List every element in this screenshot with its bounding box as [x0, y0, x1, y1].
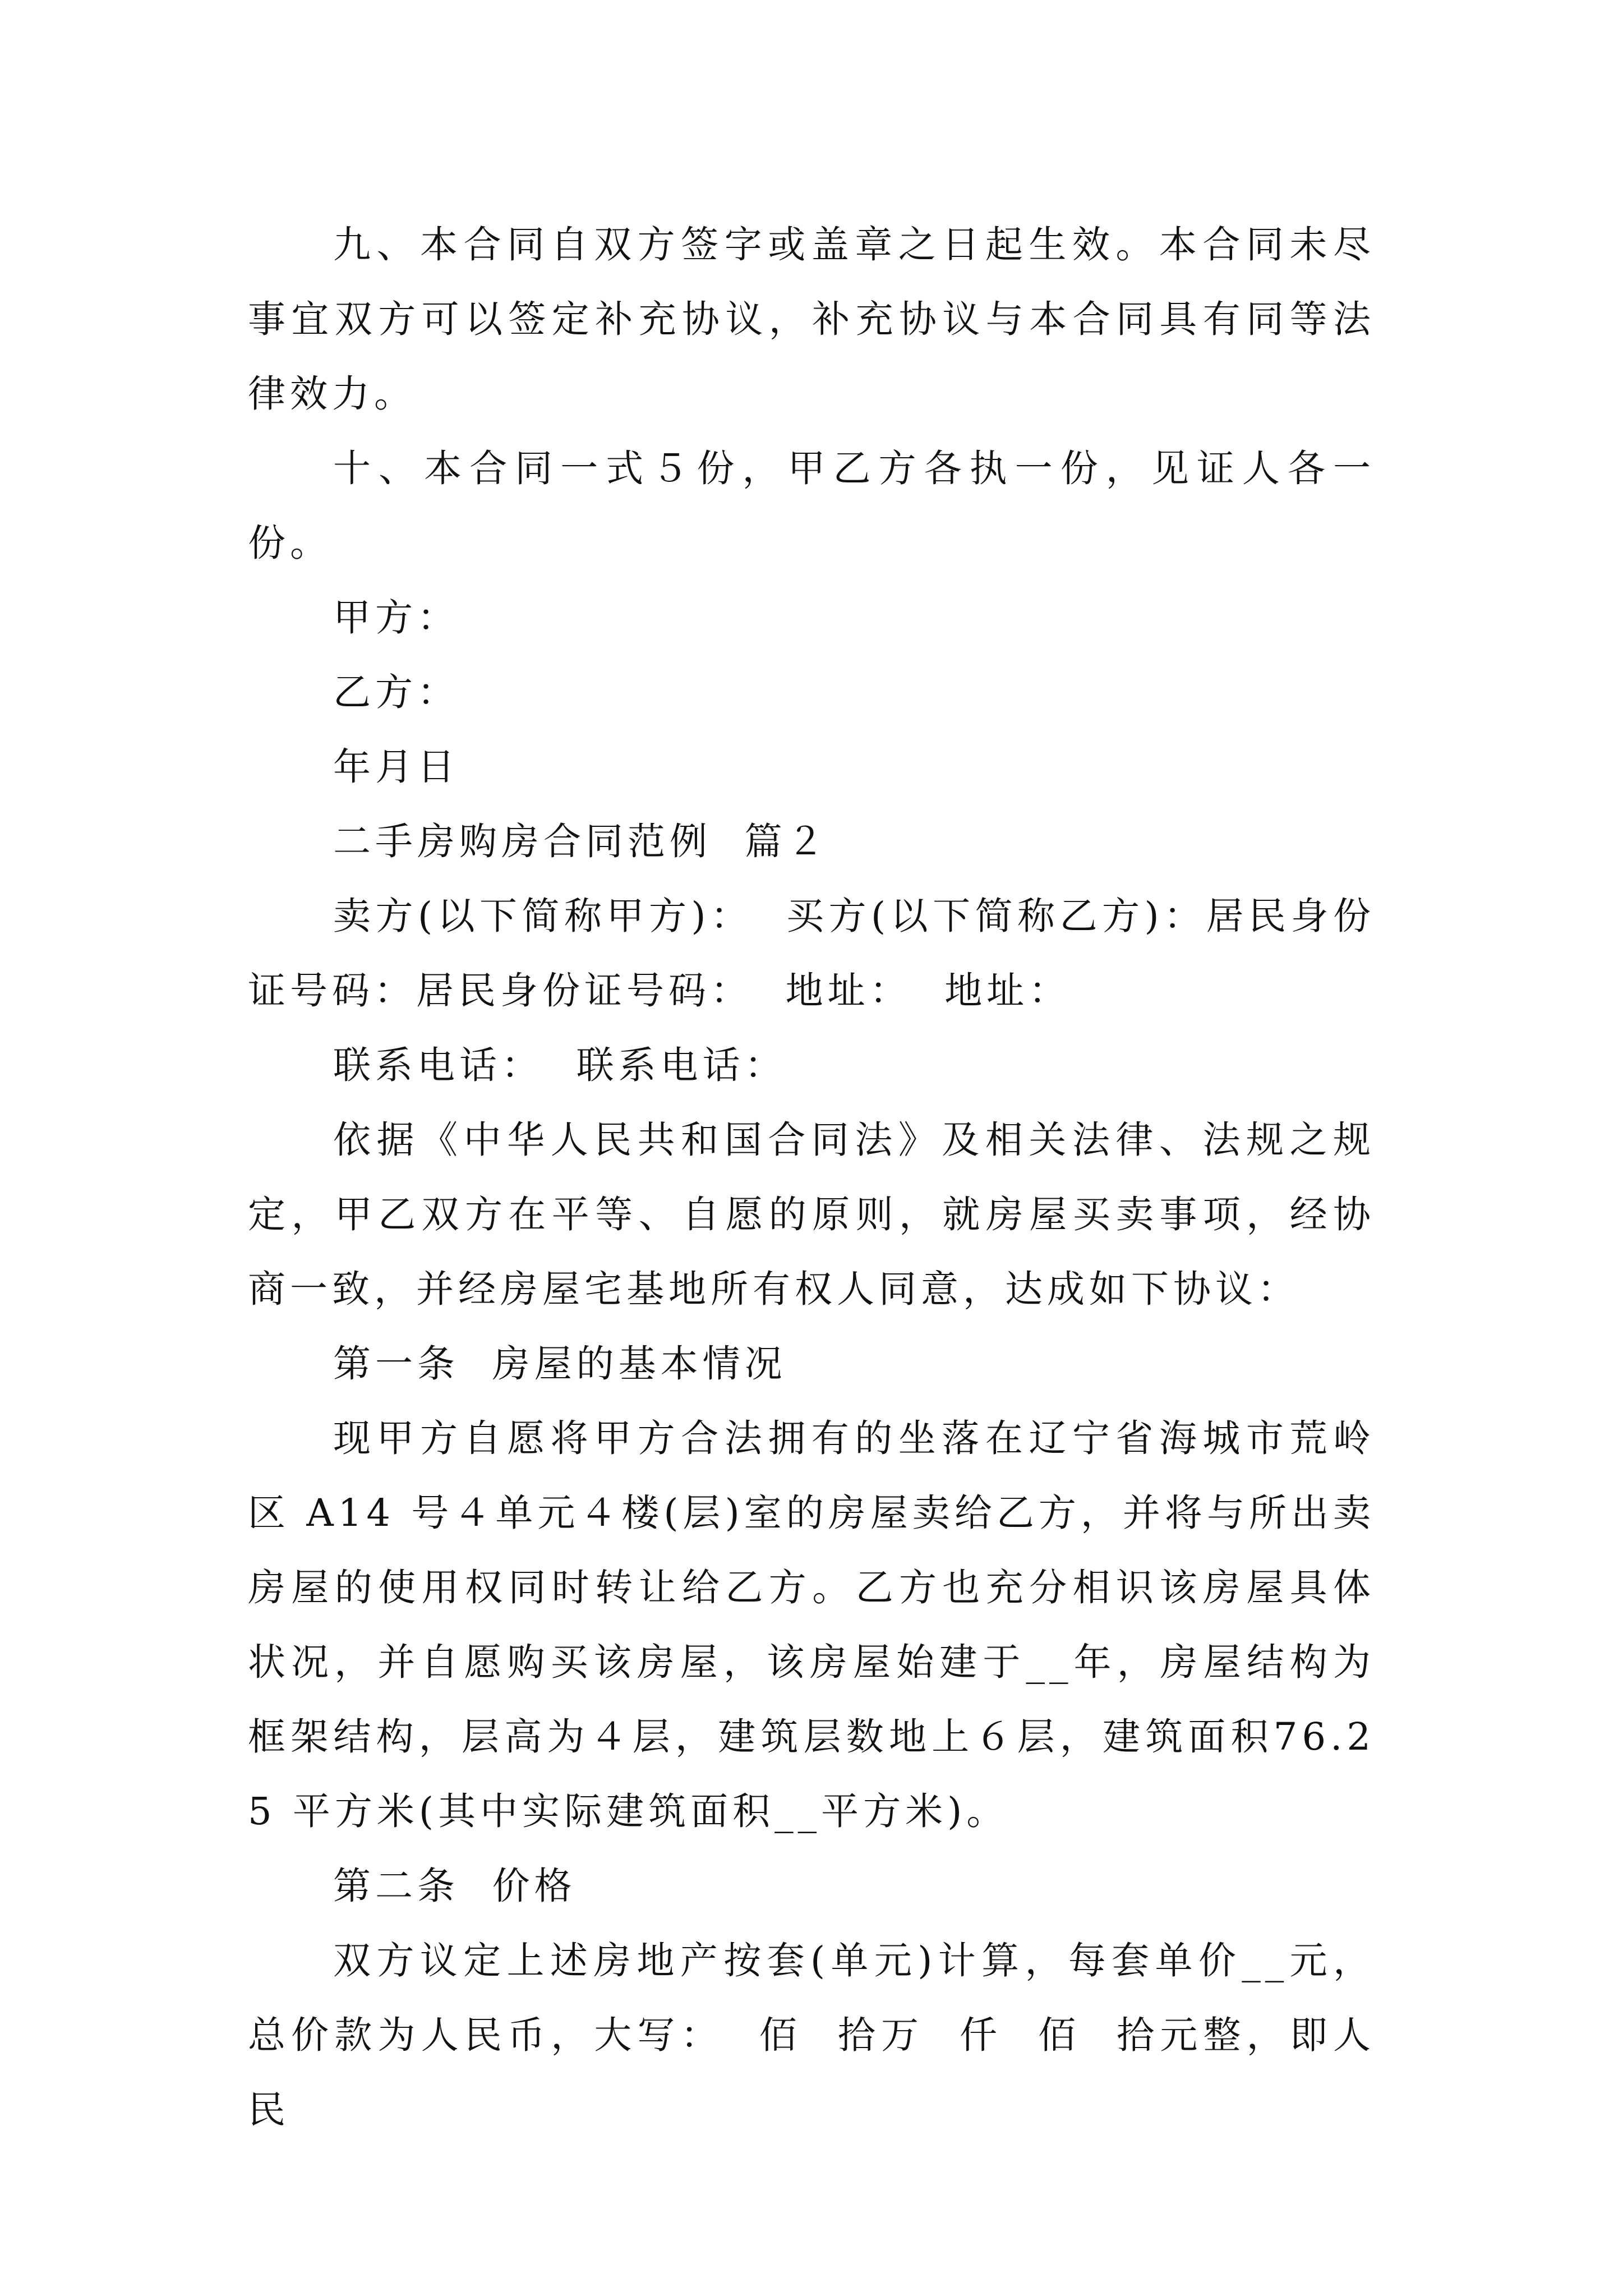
party-b-signature-line: 乙方：: [333, 670, 459, 714]
article-two-body: 双方议定上述房地产按套(单元)计算，每套单价__元，总价款为人民币，大写： 佰 拾万 仟 佰 拾元整，即人民: [248, 1939, 1375, 2132]
legal-basis: 依据《中华人民共和国合同法》及相关法律、法规之规定，甲乙双方在平等、自愿的原则，就房屋买卖事项，经协商一致，并经房屋宅基地所有权人同意，达成如下协议：: [248, 1118, 1375, 1311]
clause-ten: 十、本合同一式５份，甲乙方各执一份，见证人各一份。: [248, 447, 1375, 565]
article-one-body: 现甲方自愿将甲方合法拥有的坐落在辽宁省海城市荒岭区 A14 号４单元４楼(层)室的房屋卖给乙方，并将与所出卖房屋的使用权同时转让给乙方。乙方也充分相识该房屋具体状况，并自愿购买该房屋，该房屋始建于__年，房屋结构为框架结构，层高为４层，建筑层数地上６层，建筑面积76.25 平方米(其中实际建筑面积__平方米)。: [248, 1416, 1375, 1833]
article-two-title: 第二条 价格: [333, 1864, 577, 1908]
date-line: 年月日: [333, 745, 459, 789]
party-a-signature-line: 甲方：: [333, 596, 459, 639]
document-body: [248, 208, 1375, 2147]
parties-info: 卖方(以下简称甲方)： 买方(以下简称乙方)：居民身份证号码：居民身份证号码： 地址： 地址：: [248, 894, 1375, 1013]
contact-phones: 联系电话： 联系电话：: [333, 1043, 787, 1087]
article-one-title: 第一条 房屋的基本情况: [333, 1342, 787, 1386]
section-heading: 二手房购房合同范例 篇２: [333, 820, 829, 863]
clause-nine: 九、本合同自双方签字或盖章之日起生效。本合同未尽事宜双方可以签定补充协议，补充协议与本合同具有同等法律效力。: [248, 223, 1375, 416]
